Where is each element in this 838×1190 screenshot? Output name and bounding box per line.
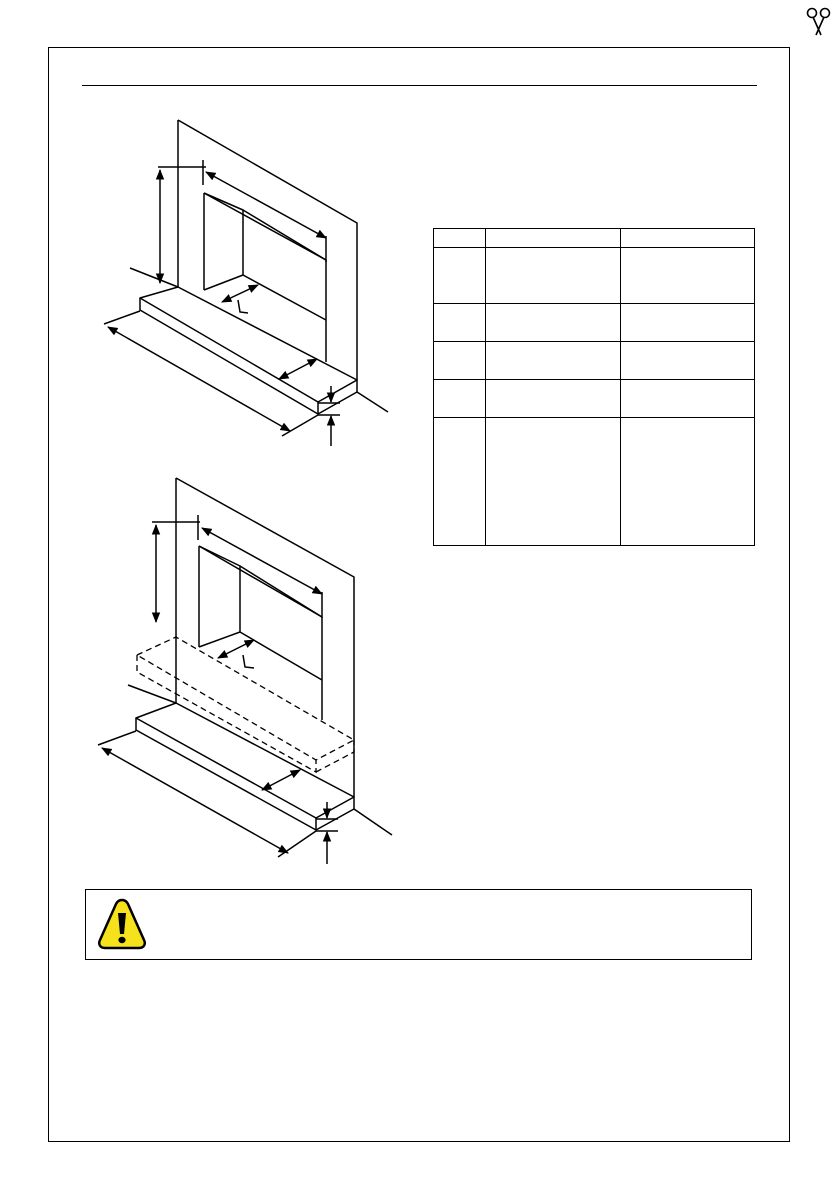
table-row: [434, 304, 755, 342]
table-cell: [434, 380, 486, 418]
table-row: [434, 418, 755, 546]
fireplace-dimension-diagram-top: [95, 112, 400, 452]
table-row: [434, 342, 755, 380]
table-row: [434, 380, 755, 418]
table-cell: [486, 304, 621, 342]
fireplace-dimension-diagram-bottom: [88, 472, 400, 870]
table-cell: [621, 380, 755, 418]
table-cell: [486, 380, 621, 418]
table-cell: [434, 342, 486, 380]
table-cell: [621, 418, 755, 546]
table-header-cell: [434, 229, 486, 248]
warning-triangle-icon: [96, 896, 148, 952]
table-header-cell: [486, 229, 621, 248]
table-cell: [621, 342, 755, 380]
table-cell: [434, 418, 486, 546]
warning-box: [85, 889, 752, 960]
table-cell: [486, 342, 621, 380]
table-cell: [434, 304, 486, 342]
table-cell: [486, 248, 621, 304]
table-cell: [486, 418, 621, 546]
table-cell: [621, 304, 755, 342]
table-header-cell: [621, 229, 755, 248]
table-row: [434, 248, 755, 304]
table-header-row: [434, 229, 755, 248]
header-rule: [82, 85, 757, 86]
dimension-table: [433, 228, 755, 546]
table-cell: [434, 248, 486, 304]
table-cell: [621, 248, 755, 304]
